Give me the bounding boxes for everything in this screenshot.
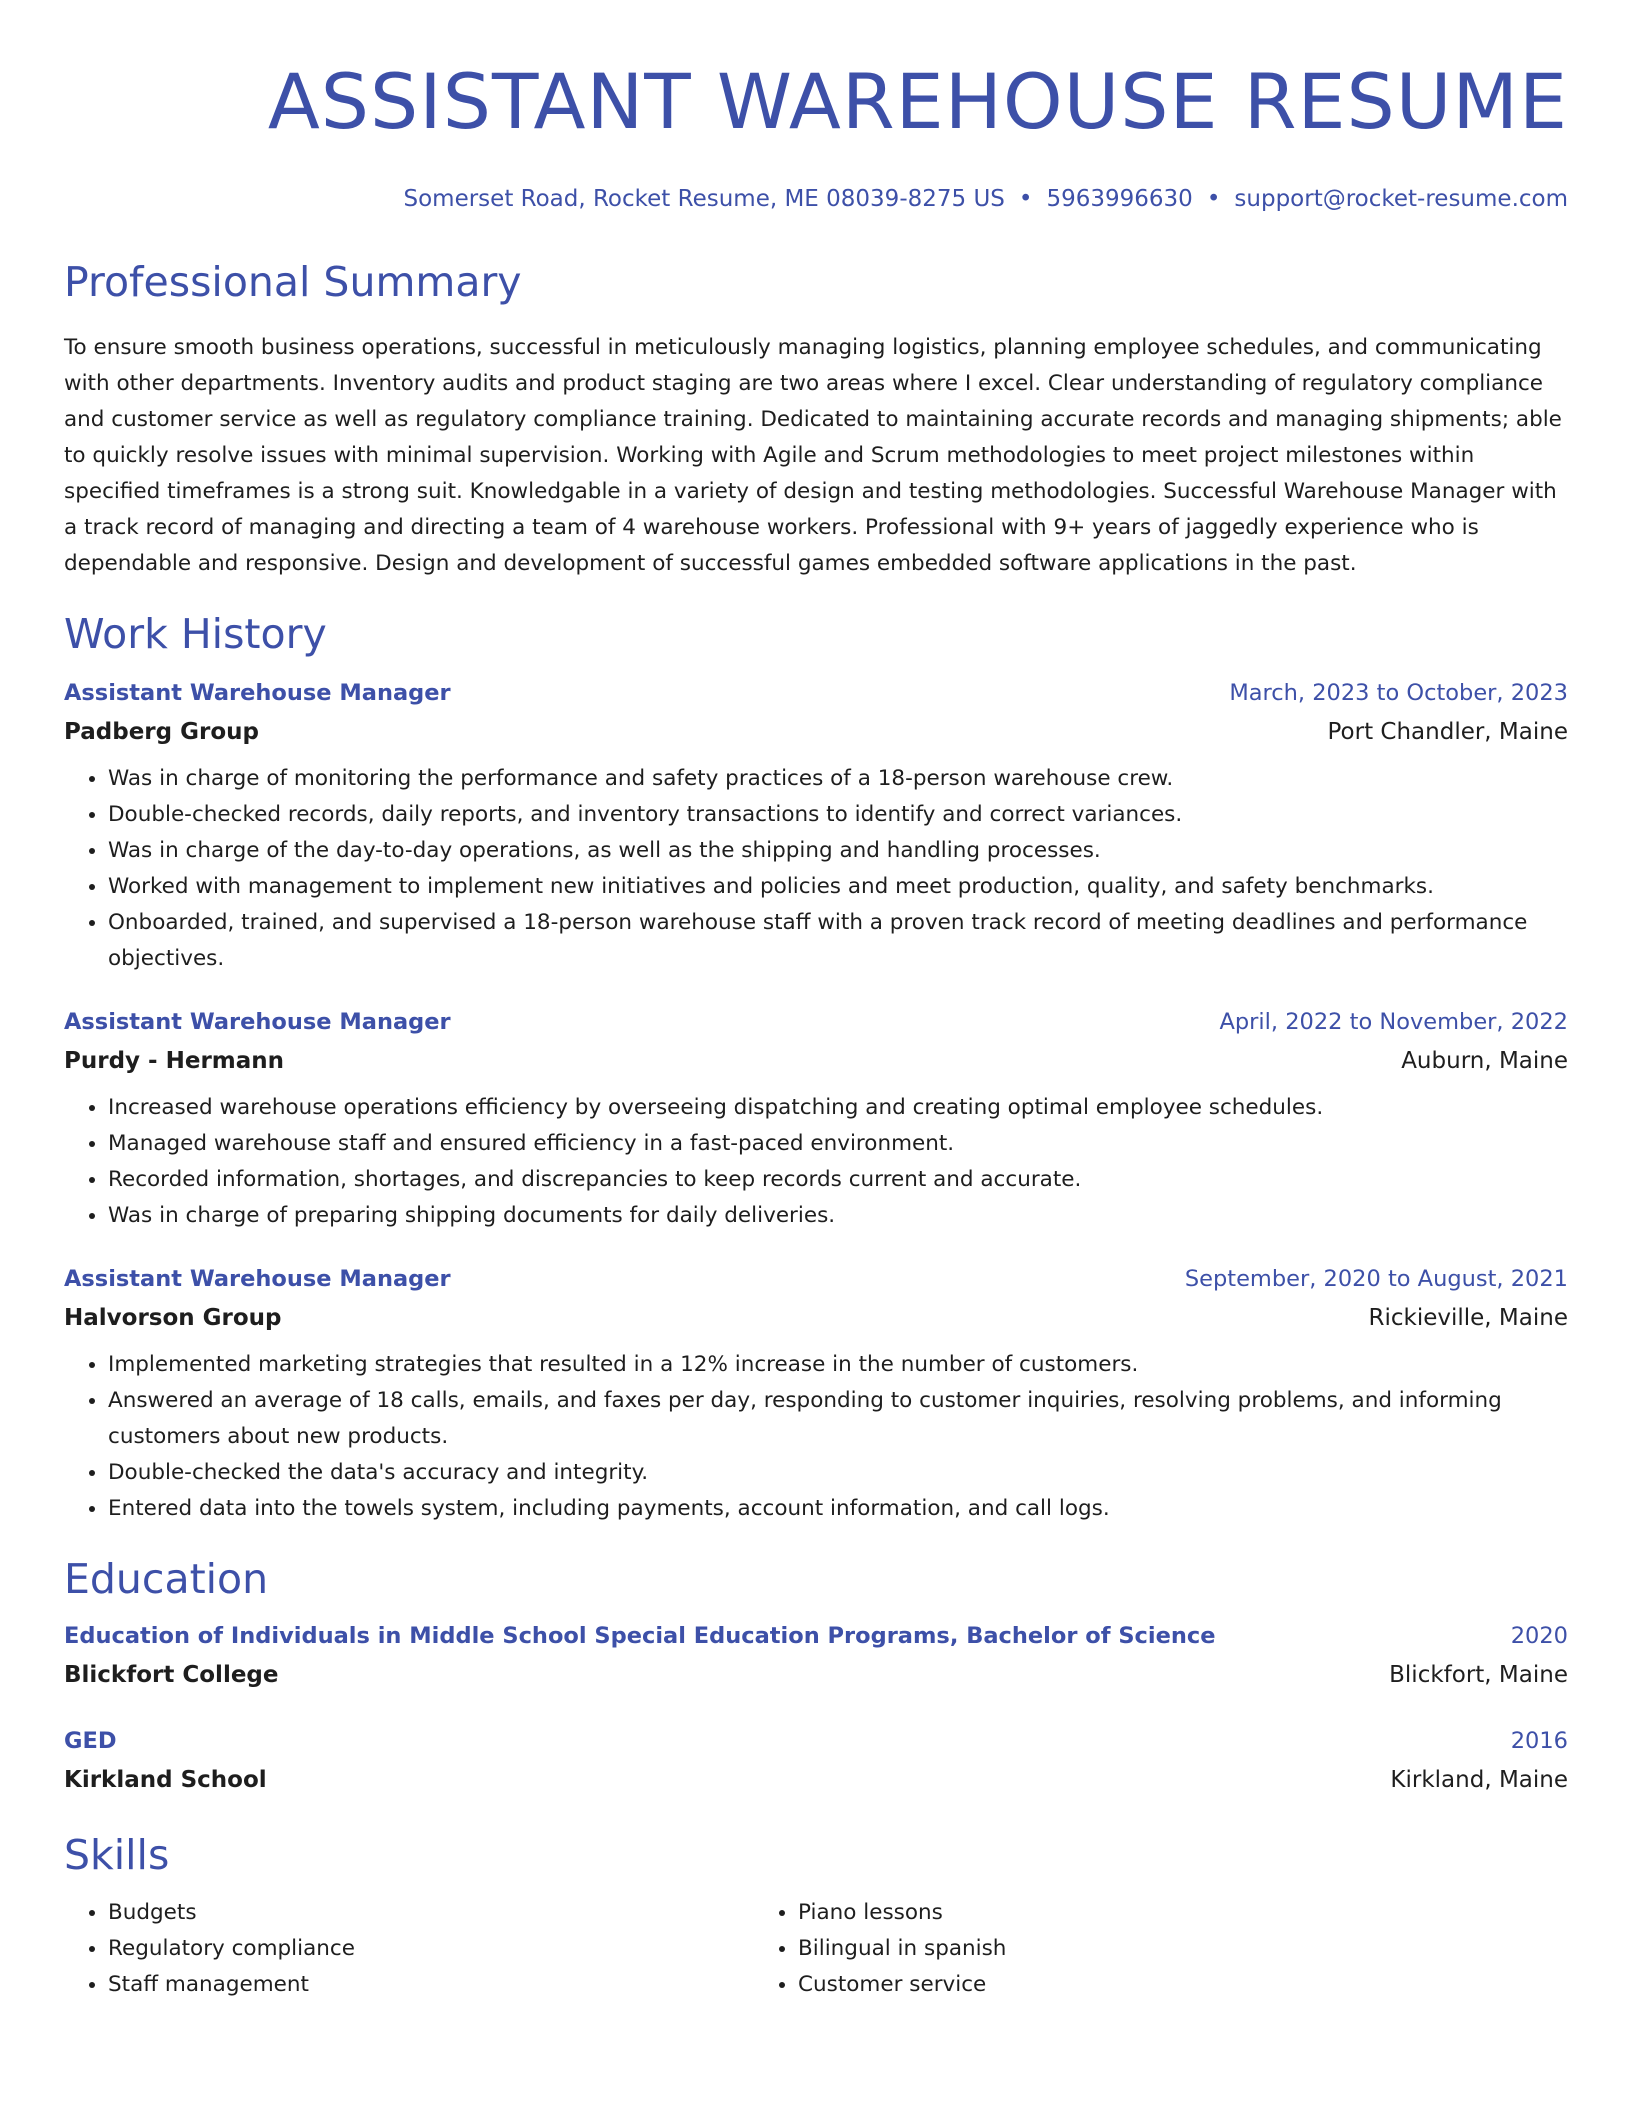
education-year: 2016 — [1510, 1728, 1568, 1754]
job-company: Purdy - Hermann — [64, 1048, 285, 1074]
job-bullets — [64, 1090, 1568, 1234]
skill-item: • Customer service — [798, 1967, 1454, 2003]
skill-item: • Piano lessons — [798, 1895, 1454, 1931]
job-role: Assistant Warehouse Manager — [64, 680, 451, 706]
skills-list — [64, 1895, 1568, 2003]
contact-phone: 5963996630 — [1046, 186, 1193, 212]
job-bullets — [64, 761, 1568, 977]
education-heading: Education — [64, 1555, 269, 1603]
skills-column-left — [64, 1895, 754, 2003]
job-header — [64, 1007, 1568, 1037]
skill-item: • Staff management — [108, 1967, 754, 2003]
list-item: • Was in charge of the day-to-day operations, as well as the shipping and handling processes. — [108, 833, 1568, 869]
list-item: • Recorded information, shortages, and discrepancies to keep records current and accurate. — [108, 1162, 1568, 1198]
job-subheader — [64, 1046, 1568, 1076]
education-year: 2020 — [1510, 1623, 1568, 1649]
list-item: • Implemented marketing strategies that resulted in a 12% increase in the number of customers. — [108, 1347, 1568, 1383]
job-entry — [64, 1264, 1568, 1527]
job-company: Halvorson Group — [64, 1305, 282, 1331]
education-school: Blickfort College — [64, 1662, 279, 1688]
education-header — [64, 1726, 1568, 1756]
job-location: Auburn, Maine — [1401, 1048, 1568, 1074]
job-entry — [64, 678, 1568, 977]
list-item: • Answered an average of 18 calls, emails, and faxes per day, responding to customer inquiries, resolving problems, and informing customers about new products. — [108, 1383, 1568, 1455]
contact-separator: • — [1206, 186, 1221, 212]
work-history-heading: Work History — [64, 610, 327, 658]
job-location: Rickieville, Maine — [1368, 1305, 1568, 1331]
job-entry — [64, 1007, 1568, 1234]
job-role: Assistant Warehouse Manager — [64, 1009, 451, 1035]
list-item: • Was in charge of preparing shipping documents for daily deliveries. — [108, 1198, 1568, 1234]
education-location: Blickfort, Maine — [1389, 1662, 1568, 1688]
list-item: • Double-checked records, daily reports, and inventory transactions to identify and correct variances. — [108, 797, 1568, 833]
education-degree: GED — [64, 1728, 117, 1754]
education-location: Kirkland, Maine — [1390, 1767, 1568, 1793]
education-entry — [64, 1621, 1568, 1690]
resume-title: ASSISTANT WAREHOUSE RESUME — [267, 57, 1568, 146]
contact-line — [64, 184, 1568, 214]
contact-separator: • — [1018, 186, 1033, 212]
job-header — [64, 1264, 1568, 1294]
list-item: • Double-checked the data's accuracy and integrity. — [108, 1455, 1568, 1491]
job-role: Assistant Warehouse Manager — [64, 1266, 451, 1292]
list-item: • Increased warehouse operations efficiency by overseeing dispatching and creating optimal employee schedules. — [108, 1090, 1568, 1126]
contact-email: support@rocket-resume.com — [1234, 186, 1568, 212]
education-school: Kirkland School — [64, 1767, 267, 1793]
education-entry — [64, 1726, 1568, 1795]
skill-item: • Regulatory compliance — [108, 1931, 754, 1967]
education-subheader — [64, 1765, 1568, 1795]
job-location: Port Chandler, Maine — [1327, 719, 1568, 745]
education-header — [64, 1621, 1568, 1651]
job-subheader — [64, 717, 1568, 747]
summary-text: To ensure smooth business operations, successful in meticulously managing logistics, planning employee schedules, and communicating with other departments. Inventory audits and product staging are two areas where I excel. Clear understanding of regulatory compliance and customer service as well as regulatory compliance training. Dedicated to maintaining accurate records and managing shipments; able to quickly resolve issues with minimal supervision. Working with Agile and Scrum methodologies to meet project milestones within specified timeframes is a strong suit. Knowledgable in a variety of design and testing methodologies. Successful Warehouse Manager with a track record of managing and directing a team of 4 warehouse workers. Professional with 9+ years of jaggedly experience who is dependable and responsive. Design and development of successful games embedded software applications in the past. — [64, 335, 1562, 576]
summary-heading: Professional Summary — [64, 258, 522, 306]
list-item: • Entered data into the towels system, including payments, account information, and call logs. — [108, 1491, 1568, 1527]
job-subheader — [64, 1303, 1568, 1333]
job-dates: March, 2023 to October, 2023 — [1229, 680, 1568, 706]
list-item: • Onboarded, trained, and supervised a 18-person warehouse staff with a proven track record of meeting deadlines and performance objectives. — [108, 905, 1568, 977]
skill-item: • Budgets — [108, 1895, 754, 1931]
job-header — [64, 678, 1568, 708]
education-subheader — [64, 1660, 1568, 1690]
job-dates: April, 2022 to November, 2022 — [1219, 1009, 1568, 1035]
list-item: • Worked with management to implement new initiatives and policies and meet production, quality, and safety benchmarks. — [108, 869, 1568, 905]
list-item: • Managed warehouse staff and ensured efficiency in a fast-paced environment. — [108, 1126, 1568, 1162]
skill-item: • Bilingual in spanish — [798, 1931, 1454, 1967]
list-item: • Was in charge of monitoring the performance and safety practices of a 18-person warehouse crew. — [108, 761, 1568, 797]
skills-heading: Skills — [64, 1831, 170, 1879]
contact-address: Somerset Road, Rocket Resume, ME 08039-8275 US — [403, 186, 1005, 212]
job-company: Padberg Group — [64, 719, 259, 745]
job-dates: September, 2020 to August, 2021 — [1184, 1266, 1568, 1292]
skills-column-right — [754, 1895, 1454, 2003]
education-degree: Education of Individuals in Middle School Special Education Programs, Bachelor of Science — [64, 1623, 1216, 1649]
job-bullets — [64, 1347, 1568, 1527]
